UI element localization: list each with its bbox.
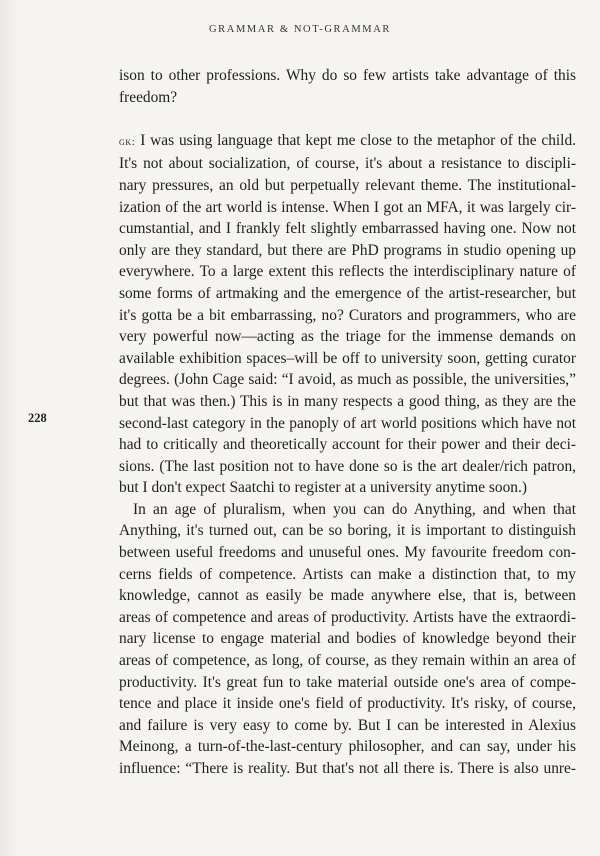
text-line: some forms of artmaking and the emergence of the artist-researcher, but bbox=[119, 284, 576, 302]
text-line: ison to other professions. Why do so few artists take advantage of this bbox=[119, 67, 576, 84]
text-line: areas of competence, as long, of course, as they remain within an area of bbox=[119, 652, 576, 670]
text-line: cumstantial, and I frankly felt slightly embarrassed having one. Now not bbox=[119, 220, 576, 238]
running-head: GRAMMAR & NOT-GRAMMAR bbox=[209, 24, 391, 35]
text-line: In an age of pluralism, when you can do Anything, and when that bbox=[133, 500, 576, 518]
text-line: very powerful now—acting as the triage for the immense demands on bbox=[119, 328, 576, 346]
text-line: productivity. It's great fun to take material outside one's area of compe- bbox=[119, 673, 576, 691]
text-line bbox=[119, 130, 576, 154]
text-line: it's gotta be a bit embarrassing, no? Curators and programmers, who are bbox=[119, 306, 576, 324]
text-line: Meinong, a turn-of-the-last-century philosopher, and can say, under his bbox=[119, 738, 576, 756]
paragraph-3 bbox=[119, 499, 576, 780]
paragraph-gap bbox=[119, 108, 576, 130]
paragraph-1 bbox=[119, 65, 576, 108]
paragraph-2 bbox=[119, 130, 576, 499]
text-line: nary pressures, an old but perpetually relevant theme. The institutional- bbox=[119, 176, 576, 194]
text-line: cerns fields of competence. Artists can make a distinction that, to my bbox=[119, 565, 576, 583]
text-line: nary license to engage material and bodies of knowledge beyond their bbox=[119, 630, 576, 648]
text-line: and failure is very easy to come by. But I can be interested in Alexius bbox=[119, 716, 576, 734]
text-line: everywhere. To a large extent this reflects the interdisciplinary nature of bbox=[119, 263, 576, 281]
text-line: second-last category in the panoply of art world positions which have not bbox=[119, 414, 576, 432]
text-line: It's not about socialization, of course, it's about a resistance to discipli- bbox=[119, 155, 576, 173]
text-line: knowledge, cannot as easily be made anywhere else, that is, between bbox=[119, 587, 576, 605]
text-line: degrees. (John Cage said: “I avoid, as much as possible, the universities,” bbox=[119, 371, 576, 389]
text-line: only are they standard, but there are PhD programs in studio opening up bbox=[119, 241, 576, 259]
speaker-label: gk: bbox=[119, 135, 136, 148]
page-number: 228 bbox=[28, 411, 47, 425]
text-line: areas of competence and areas of productivity. Artists have the extraordi- bbox=[119, 608, 576, 626]
text-line: had to critically and theoretically account for their power and their deci- bbox=[119, 436, 576, 454]
text-line: Anything, it's turned out, can be so boring, it is important to distinguish bbox=[119, 522, 576, 540]
text-line: between useful freedoms and unuseful ones. My favourite freedom con- bbox=[119, 544, 576, 562]
text-line: but that was then.) This is in many respects a good thing, as they are the bbox=[119, 392, 576, 410]
text-line: ization of the art world is intense. When I got an MFA, it was largely cir- bbox=[119, 198, 576, 216]
text-line: but I don't expect Saatchi to register at a university anytime soon.) bbox=[119, 479, 527, 497]
text-line: tence and place it inside one's field of productivity. It's risky, of course, bbox=[119, 695, 576, 713]
text-line: influence: “There is reality. But that's not all there is. There is also unre- bbox=[119, 760, 576, 777]
text-line: sions. (The last position not to have done so is the art dealer/rich patron, bbox=[119, 457, 576, 475]
text-line: freedom? bbox=[119, 88, 178, 106]
text-line-content: I was using language that kept me close to the metaphor of the child. bbox=[135, 131, 576, 149]
text-line: available exhibition spaces–will be off to university soon, getting curator bbox=[119, 349, 576, 367]
body-text bbox=[119, 65, 576, 780]
